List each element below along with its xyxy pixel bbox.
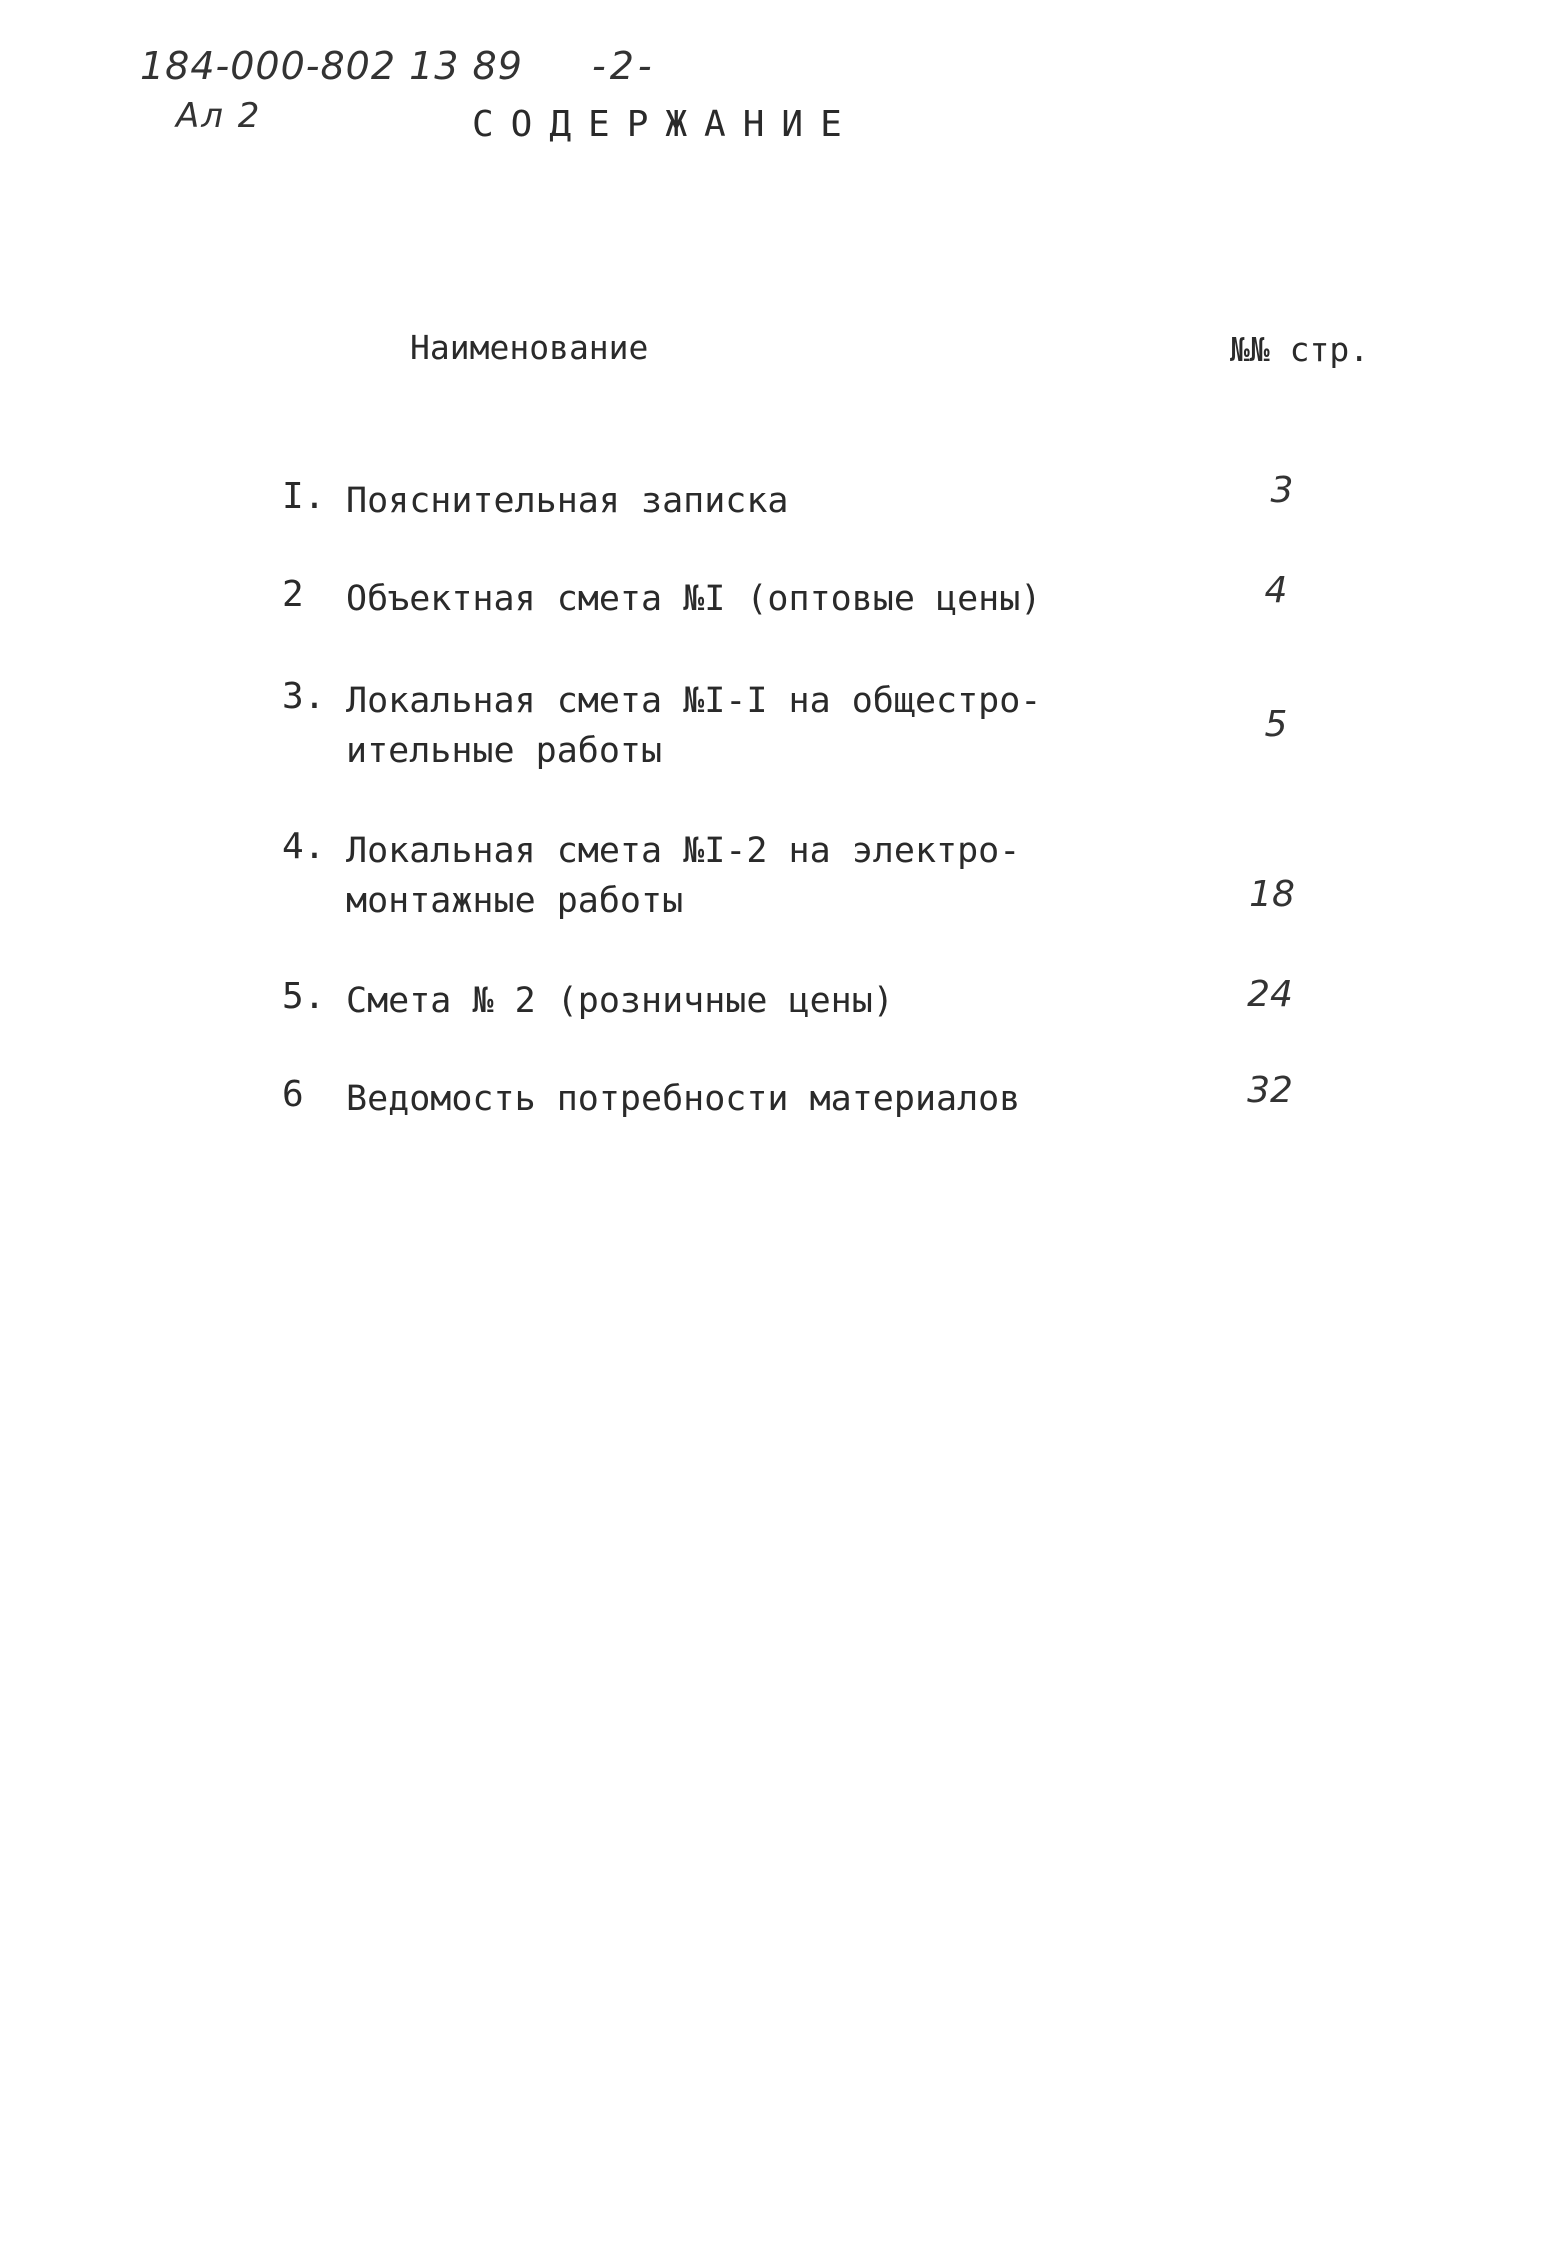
entry-page-number: 4 xyxy=(1264,570,1288,611)
entry-number: 3. xyxy=(282,676,326,717)
column-header-name: Наименование xyxy=(410,328,649,367)
entry-number: 2 xyxy=(282,574,304,615)
entry-page-number: 24 xyxy=(1247,974,1293,1015)
document-code: 184-000-802 13 89 xyxy=(140,44,523,88)
page-title: СОДЕРЖАНИЕ xyxy=(472,104,859,145)
entry-text: Локальная смета №I-2 на электро- монтажные работы xyxy=(346,831,1021,921)
entry-text: Смета № 2 (розничные цены) xyxy=(346,981,894,1021)
sheet-label: Ал 2 xyxy=(176,96,262,136)
entry-number: 5. xyxy=(282,976,326,1017)
entry-text: Локальная смета №I-I на общестро- ительные работы xyxy=(346,681,1042,771)
entry-number: I. xyxy=(282,476,326,517)
entry-page-number: 32 xyxy=(1247,1070,1293,1111)
column-header-page: №№ стр. xyxy=(1230,330,1370,369)
entry-number: 4. xyxy=(282,826,326,867)
entry-page-number: 5 xyxy=(1264,704,1288,745)
entry-text: Пояснительная записка xyxy=(346,481,789,521)
page-number-marker: -2- xyxy=(592,44,656,88)
entry-text: Объектная смета №I (оптовые цены) xyxy=(346,579,1042,619)
entry-number: 6 xyxy=(282,1074,304,1115)
entry-page-number: 3 xyxy=(1270,470,1294,511)
entry-text: Ведомость потребности материалов xyxy=(346,1079,1021,1119)
entry-page-number: 18 xyxy=(1249,874,1295,915)
